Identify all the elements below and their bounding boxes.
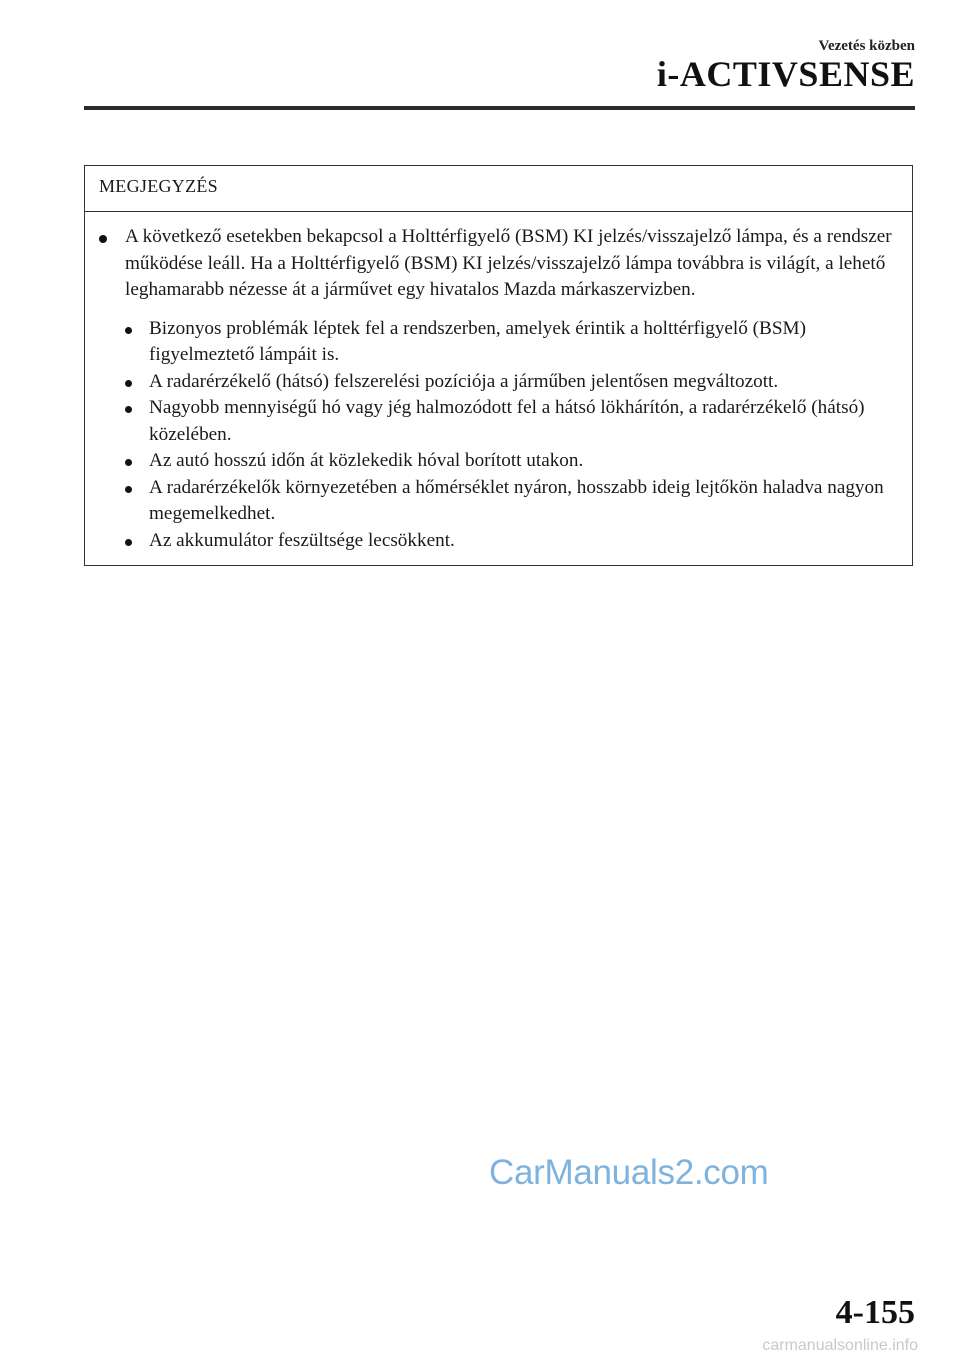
list-item-text: Az autó hosszú időn át közlekedik hóval borított utakon. [149,450,584,471]
list-item [99,316,902,369]
lead-item [99,224,902,304]
footer-link[interactable]: carmanualsonline.info [762,1337,918,1354]
bullet-icon [125,380,132,387]
watermark-logo: CarManuals2.com [489,1153,769,1192]
bullet-icon [125,539,132,546]
header-rule [84,106,915,110]
note-title: MEGJEGYZÉS [85,166,912,212]
list-item [99,528,902,555]
page-number: 4-155 [835,1294,915,1331]
section-label: Vezetés közben [818,38,915,54]
bullet-icon [125,459,132,466]
chapter-title: i-ACTIVSENSE [656,54,915,94]
list-item-text: Az akkumulátor feszültsége lecsökkent. [149,529,455,551]
bullet-icon [99,235,107,243]
list-item [99,395,902,448]
list-item [99,448,902,475]
lead-text: A következő esetekben bekapcsol a Holttérfigyelő (BSM) KI jelzés/visszajelző lámpa, és a rendszer működése leáll. Ha a Holttérfigyelő (BSM) KI jelzés/visszajelző lámpa továbbra is világít, a lehető leghamarabb nézesse át a járművet egy hivatalos Mazda márkaszervizben. [125,226,892,300]
sub-list [99,316,902,555]
list-item [99,475,902,528]
list-item-text: Nagyobb mennyiségű hó vagy jég halmozódott fel a hátsó lökhárítón, a radarérzékelő (hátsó) közelében. [149,397,865,445]
bullet-icon [125,406,132,413]
bullet-icon [125,486,132,493]
list-item-text: Bizonyos problémák léptek fel a rendszerben, amelyek érintik a holttérfigyelő (BSM) figyelmeztető lámpáit is. [149,317,806,365]
list-item [99,369,902,396]
note-box [84,165,913,566]
list-item-text: A radarérzékelők környezetében a hőmérséklet nyáron, hosszabb ideig lejtőkön haladva nagyon megemelkedhet. [149,476,884,524]
bullet-icon [125,327,132,334]
list-item-text: A radarérzékelő (hátsó) felszerelési pozíciója a járműben jelentősen megváltozott. [149,370,779,392]
note-body [85,212,912,554]
